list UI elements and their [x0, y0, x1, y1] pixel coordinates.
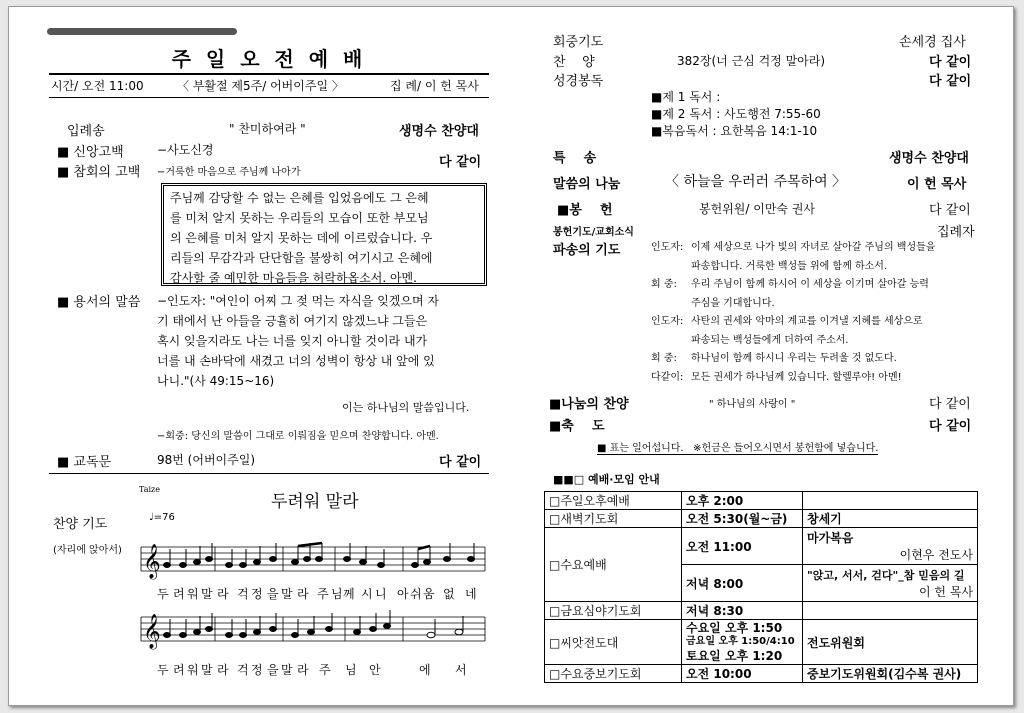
schedule-info-cell: [803, 565, 978, 602]
section-rule: [49, 473, 489, 475]
hymn-prayer-label: 찬양 기도: [53, 517, 108, 532]
offering-label: ■봉 헌: [557, 203, 613, 218]
row-middle: 382장(너 근심 걱정 말아라): [677, 54, 826, 68]
schedule-name: □새벽기도회: [545, 510, 682, 528]
lyric: 정: [251, 663, 263, 677]
lyric: 을: [267, 587, 279, 601]
offering-prayer-label: 봉헌기도/교회소식: [553, 227, 634, 238]
schedule-info: [803, 602, 978, 620]
lyric: 을: [267, 663, 279, 677]
sermon-title: 〈 하늘을 우러러 주목하여 〉: [665, 174, 847, 190]
lyric: 워: [187, 663, 199, 677]
schedule-info: 전도위원회: [803, 620, 978, 665]
lyric: 말: [201, 663, 213, 677]
lyric: 걱: [237, 587, 249, 601]
confession-line: 를 미처 알지 못하는 우리들의 모습이 또한 부모님: [170, 211, 429, 225]
row-right: 다 같이: [929, 55, 972, 70]
schedule-info: "앉고, 서서, 걷다"_참 믿음의 길: [807, 568, 965, 582]
communion-middle: 98번 (어버이주일): [157, 453, 255, 467]
prayer-line: 이제 세상으로 나가 빛의 자녀로 살아갈 주님의 백성들을: [691, 242, 936, 253]
service-title: 주 일 오 전 예 배: [171, 47, 367, 71]
blessing-label: ■축 도: [549, 419, 605, 434]
table-row: [545, 602, 978, 620]
lyric: 께: [343, 587, 355, 601]
bulletin-page: [8, 6, 1014, 706]
sending-label: 파송의 기도: [553, 243, 621, 258]
item-right: 생명수 찬양대: [399, 124, 479, 139]
pardon-line: 혹시 잊을지라도 나는 너를 잊지 아니할 것이라 내가: [157, 334, 428, 348]
lyric: 없: [443, 587, 455, 601]
sermon-right: 이 헌 목사: [907, 177, 967, 192]
lyric: 시: [361, 587, 373, 601]
row-label: 성경봉독: [553, 74, 604, 89]
title-rule: [49, 73, 489, 76]
schedule-time: 오전 10:00: [682, 665, 803, 683]
speaker: 회 중:: [651, 353, 677, 364]
speaker: 인도자:: [651, 242, 684, 253]
lyric: 걱: [237, 663, 249, 677]
confession-line: 의 은혜를 미처 알지 못하는 데에 이르렀습니다. 우: [170, 231, 433, 245]
congregation-response: −회중: 당신의 말씀이 그대로 이뤄짐을 믿으며 찬양합니다. 아멘.: [157, 431, 439, 442]
item-label: ■ 참회의 고백: [57, 165, 141, 180]
bulletin-note: ■ 표는 일어섭니다. ※헌금은 들어오시면서 봉헌함에 넣습니다.: [597, 439, 878, 455]
communion-right: 다 같이: [439, 455, 482, 470]
schedule-name: □주일오후예배: [545, 492, 682, 510]
sermon-label: 말씀의 나눔: [553, 177, 621, 192]
schedule-time: 오전 5:30(월~금): [682, 510, 803, 528]
lyric: 말: [281, 587, 293, 601]
confession-line: 감사할 줄 예민한 마음들을 허락하옵소서. 아멘.: [170, 271, 417, 285]
pardon-label: ■ 용서의 말씀: [57, 295, 141, 310]
lyric: 니: [375, 587, 387, 601]
schedule-info2: 이 헌 목사: [919, 584, 973, 599]
prayer-line: 우리 주님이 함께 하시어 이 세상을 이기며 살아갈 능력: [691, 279, 929, 290]
time-rule: [49, 97, 489, 99]
schedule-time-cell: [682, 620, 803, 665]
prayer-line: 하나님이 함께 하시니 우리는 두려울 것 없도다.: [691, 353, 897, 364]
special-song-right: 생명수 찬양대: [889, 151, 969, 166]
schedule-info2: 이현우 전도사: [899, 548, 973, 562]
lyric: 네: [465, 587, 477, 601]
lyric: 쉬: [410, 587, 422, 601]
offering-middle: 봉헌위원/ 이만숙 권사: [699, 202, 816, 216]
reading-line: ■제 2 독서 : 사도행전 7:55-60: [651, 107, 821, 121]
schedule-info: 창세기: [803, 510, 978, 528]
schedule-name: □수요예배: [545, 528, 682, 602]
lyric: 려: [173, 663, 185, 677]
schedule-time: 오전 11:00: [682, 528, 803, 565]
lyric: 움: [423, 587, 435, 601]
offering-prayer-right: 집례자: [937, 225, 975, 240]
readings: [651, 89, 821, 140]
pardon-text: [157, 291, 439, 391]
schedule-name: □수요중보기도회: [545, 665, 682, 683]
pardon-line: 기 태에서 난 아들을 긍휼히 여기지 않겠느냐 그들은: [157, 314, 428, 328]
schedule-info: 중보기도위원회(김수복 권사): [803, 665, 978, 683]
item-right: 다 같이: [439, 155, 482, 170]
special-song-label: 특 송: [553, 151, 597, 166]
lyric: 말: [201, 587, 213, 601]
service-time: 시간/ 오전 11:00: [51, 79, 144, 93]
schedule-time3: 토요일 오후 1:20: [686, 649, 783, 663]
sharing-song-right: 다 같이: [929, 397, 971, 412]
pardon-line: 너를 내 손바닥에 새겼고 너의 성벽이 항상 내 앞에 있: [157, 354, 435, 368]
confession-box: [161, 183, 487, 286]
lyric: 에: [419, 663, 431, 677]
confession-line: 주님께 감당할 수 없는 은혜를 입었음에도 그 은혜: [170, 191, 429, 205]
table-row: [545, 620, 978, 665]
word-of-god: 이는 하나님의 말씀입니다.: [342, 401, 470, 414]
row-right: 다 같이: [929, 74, 972, 89]
schedule-title: ■■□ 예배·모임 안내: [553, 473, 660, 486]
pardon-line: 나니."(사 49:15~16): [157, 374, 275, 388]
prayer-line: 파송합니다. 거룩한 백성들 위에 함께 하소서.: [691, 260, 888, 272]
lyric: 아: [397, 587, 409, 601]
sharing-song-label: ■나눔의 찬양: [549, 397, 629, 412]
lyric: 워: [187, 587, 199, 601]
schedule-time: 오후 2:00: [682, 492, 803, 510]
header-bar: [47, 28, 237, 35]
lyric: 정: [251, 587, 263, 601]
item-middle: −사도신경: [157, 143, 214, 157]
lyric: 라: [297, 587, 309, 601]
item-label: ■ 신앙고백: [57, 145, 124, 160]
confession-line: 리들의 무감각과 단단함을 불쌍히 여기시고 은혜에: [170, 251, 433, 265]
table-row: [545, 665, 978, 683]
prayer-line: 주심을 기대합니다.: [691, 297, 775, 309]
schedule-name: □씨앗전도대: [545, 620, 682, 665]
schedule-info: [803, 492, 978, 510]
schedule-table: [544, 491, 978, 683]
blessing-right: 다 같이: [929, 419, 972, 434]
row-right: 손세경 집사: [899, 35, 966, 50]
schedule-time: 수요일 오후 1:50: [686, 621, 783, 635]
table-row: [545, 510, 978, 528]
offering-right: 다 같이: [929, 203, 971, 218]
prayer-line: 모든 권세가 하나님께 있습니다. 할렐루야! 아멘!: [691, 371, 902, 383]
speaker: 다같이:: [651, 371, 684, 383]
table-row: [545, 528, 978, 565]
score-composer: Taize: [139, 485, 160, 494]
schedule-info-cell: [803, 528, 978, 565]
lyric: 님: [331, 587, 343, 601]
lyric: 안: [369, 663, 381, 677]
prayer-line: 파송되는 백성들에게 더하여 주소서.: [691, 334, 849, 346]
lyric: 님: [345, 663, 357, 677]
church-season: 〈 부활절 제5주/ 어버이주일 〉: [177, 79, 344, 93]
sheet-music: [135, 527, 487, 677]
lyric: 주: [317, 587, 329, 601]
lyric: 라: [217, 587, 229, 601]
schedule-time2: 금요일 오후 1:50/4:10: [686, 636, 795, 647]
lyric: 두: [157, 663, 169, 677]
treble-clef: 𝄞: [143, 614, 161, 649]
speaker: 인도자:: [651, 316, 684, 327]
communion-label: ■ 교독문: [57, 455, 112, 470]
score-tempo: ♩=76: [149, 512, 175, 523]
lyric: 말: [281, 663, 293, 677]
lyric: 두: [157, 587, 169, 601]
item-middle: −거룩한 마음으로 주님께 나아가: [157, 167, 301, 178]
treble-clef: 𝄞: [143, 544, 161, 579]
table-row: [545, 492, 978, 510]
schedule-time: 저녁 8:00: [682, 565, 803, 602]
hymn-prayer-sub: (자리에 앉아서): [53, 545, 122, 556]
sharing-song-middle: " 하나님의 사랑이 ": [709, 399, 796, 410]
row-label: 회중기도: [553, 35, 604, 50]
prayer-line: 사탄의 권세와 악마의 계교를 이겨낼 지혜를 세상으로: [691, 316, 923, 327]
schedule-name: □금요심야기도회: [545, 602, 682, 620]
item-middle: " 찬미하여라 ": [229, 122, 306, 136]
sending-prayer: [651, 239, 935, 387]
service-leader: 집 례/ 이 헌 목사: [390, 79, 479, 93]
lyric: 라: [217, 663, 229, 677]
item-label: 입례송: [67, 124, 105, 139]
reading-line: ■제 1 독서 :: [651, 90, 721, 104]
score-title: 두려워 말라: [271, 492, 359, 512]
schedule-info: 마가복음: [807, 531, 854, 545]
schedule-time: 저녁 8:30: [682, 602, 803, 620]
lyric: 서: [455, 663, 467, 677]
row-label: 찬 양: [553, 55, 595, 70]
speaker: 회 중:: [651, 279, 677, 290]
lyric: 주: [319, 663, 331, 677]
reading-line: ■복음독서 : 요한복음 14:1-10: [651, 124, 818, 138]
pardon-line: −인도자: "여인이 어찌 그 젖 먹는 자식을 잊겠으며 자: [157, 294, 439, 308]
lyric: 려: [173, 587, 185, 601]
lyric: 라: [297, 663, 309, 677]
